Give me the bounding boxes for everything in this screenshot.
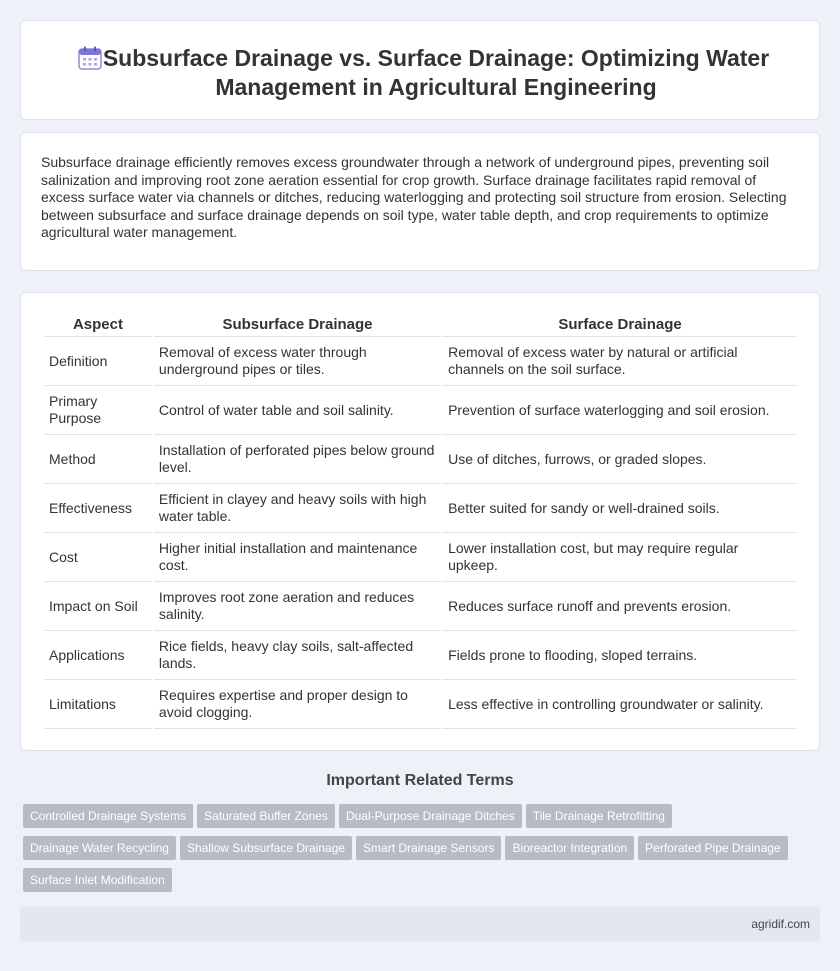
- cell-subsurface: Higher initial installation and maintenance cost.: [154, 533, 441, 582]
- related-term-tag[interactable]: Bioreactor Integration: [505, 836, 634, 860]
- cell-subsurface: Control of water table and soil salinity.: [154, 386, 441, 435]
- comparison-table-card: [20, 292, 820, 751]
- cell-subsurface: Rice fields, heavy clay soils, salt-affected lands.: [154, 631, 441, 680]
- related-term-tag[interactable]: Drainage Water Recycling: [23, 836, 176, 860]
- tag-row: [23, 836, 813, 868]
- cell-aspect: Primary Purpose: [44, 386, 152, 435]
- related-term-tag[interactable]: Smart Drainage Sensors: [356, 836, 501, 860]
- footer-site-link[interactable]: agridif.com: [751, 917, 810, 931]
- table-row: [44, 533, 797, 582]
- cell-surface: Use of ditches, furrows, or graded slopes.: [443, 435, 797, 484]
- cell-surface: Fields prone to flooding, sloped terrains.: [443, 631, 797, 680]
- cell-surface: Prevention of surface waterlogging and soil erosion.: [443, 386, 797, 435]
- related-terms-tags: [23, 804, 813, 900]
- header-aspect: Aspect: [44, 313, 152, 337]
- cell-aspect: Method: [44, 435, 152, 484]
- cell-aspect: Definition: [44, 337, 152, 386]
- cell-subsurface: Improves root zone aeration and reduces salinity.: [154, 582, 441, 631]
- cell-subsurface: Requires expertise and proper design to avoid clogging.: [154, 680, 441, 729]
- table-row: [44, 680, 797, 729]
- cell-aspect: Applications: [44, 631, 152, 680]
- related-term-tag[interactable]: Perforated Pipe Drainage: [638, 836, 787, 860]
- table-row: [44, 631, 797, 680]
- cell-surface: Better suited for sandy or well-drained soils.: [443, 484, 797, 533]
- intro-card: [20, 132, 820, 271]
- cell-surface: Removal of excess water by natural or artificial channels on the soil surface.: [443, 337, 797, 386]
- cell-subsurface: Efficient in clayey and heavy soils with high water table.: [154, 484, 441, 533]
- cell-surface: Less effective in controlling groundwater or salinity.: [443, 680, 797, 729]
- cell-subsurface: Removal of excess water through underground pipes or tiles.: [154, 337, 441, 386]
- related-term-tag[interactable]: Dual-Purpose Drainage Ditches: [339, 804, 522, 828]
- comparison-table: [42, 313, 799, 729]
- title-card: [20, 20, 820, 120]
- footer: [20, 907, 820, 941]
- cell-aspect: Effectiveness: [44, 484, 152, 533]
- header-subsurface: Subsurface Drainage: [154, 313, 441, 337]
- related-term-tag[interactable]: Tile Drainage Retrofitting: [526, 804, 672, 828]
- related-term-tag[interactable]: Shallow Subsurface Drainage: [180, 836, 352, 860]
- intro-paragraph: Subsurface drainage efficiently removes excess groundwater through a network of underground pipes, preventing soil salinization and improving root zone aeration essential for crop growth. Surface drainage facilitates rapid removal of excess surface water via channels or ditches, reducing waterlogging and protecting soil structure from erosion. Selecting between subsurface and surface drainage depends on soil type, water table depth, and crop requirements to optimize agricultural water management.: [41, 154, 787, 241]
- related-term-tag[interactable]: Saturated Buffer Zones: [197, 804, 335, 828]
- table-row: [44, 484, 797, 533]
- cell-surface: Reduces surface runoff and prevents erosion.: [443, 582, 797, 631]
- cell-aspect: Cost: [44, 533, 152, 582]
- related-term-tag[interactable]: Surface Inlet Modification: [23, 868, 172, 892]
- cell-aspect: Limitations: [44, 680, 152, 729]
- table-row: [44, 435, 797, 484]
- related-term-tag[interactable]: Controlled Drainage Systems: [23, 804, 193, 828]
- table-header-row: [44, 313, 797, 337]
- table-row: [44, 386, 797, 435]
- table-row: [44, 337, 797, 386]
- cell-aspect: Impact on Soil: [44, 582, 152, 631]
- cell-subsurface: Installation of perforated pipes below ground level.: [154, 435, 441, 484]
- page-title: Subsurface Drainage vs. Surface Drainage: Optimizing Water Management in Agricultural Engineering: [102, 45, 770, 100]
- cell-surface: Lower installation cost, but may require regular upkeep.: [443, 533, 797, 582]
- table-row: [44, 582, 797, 631]
- tag-row: [23, 804, 813, 836]
- header-surface: Surface Drainage: [443, 313, 797, 337]
- tag-row: [23, 868, 813, 900]
- related-terms-heading: Important Related Terms: [326, 772, 514, 789]
